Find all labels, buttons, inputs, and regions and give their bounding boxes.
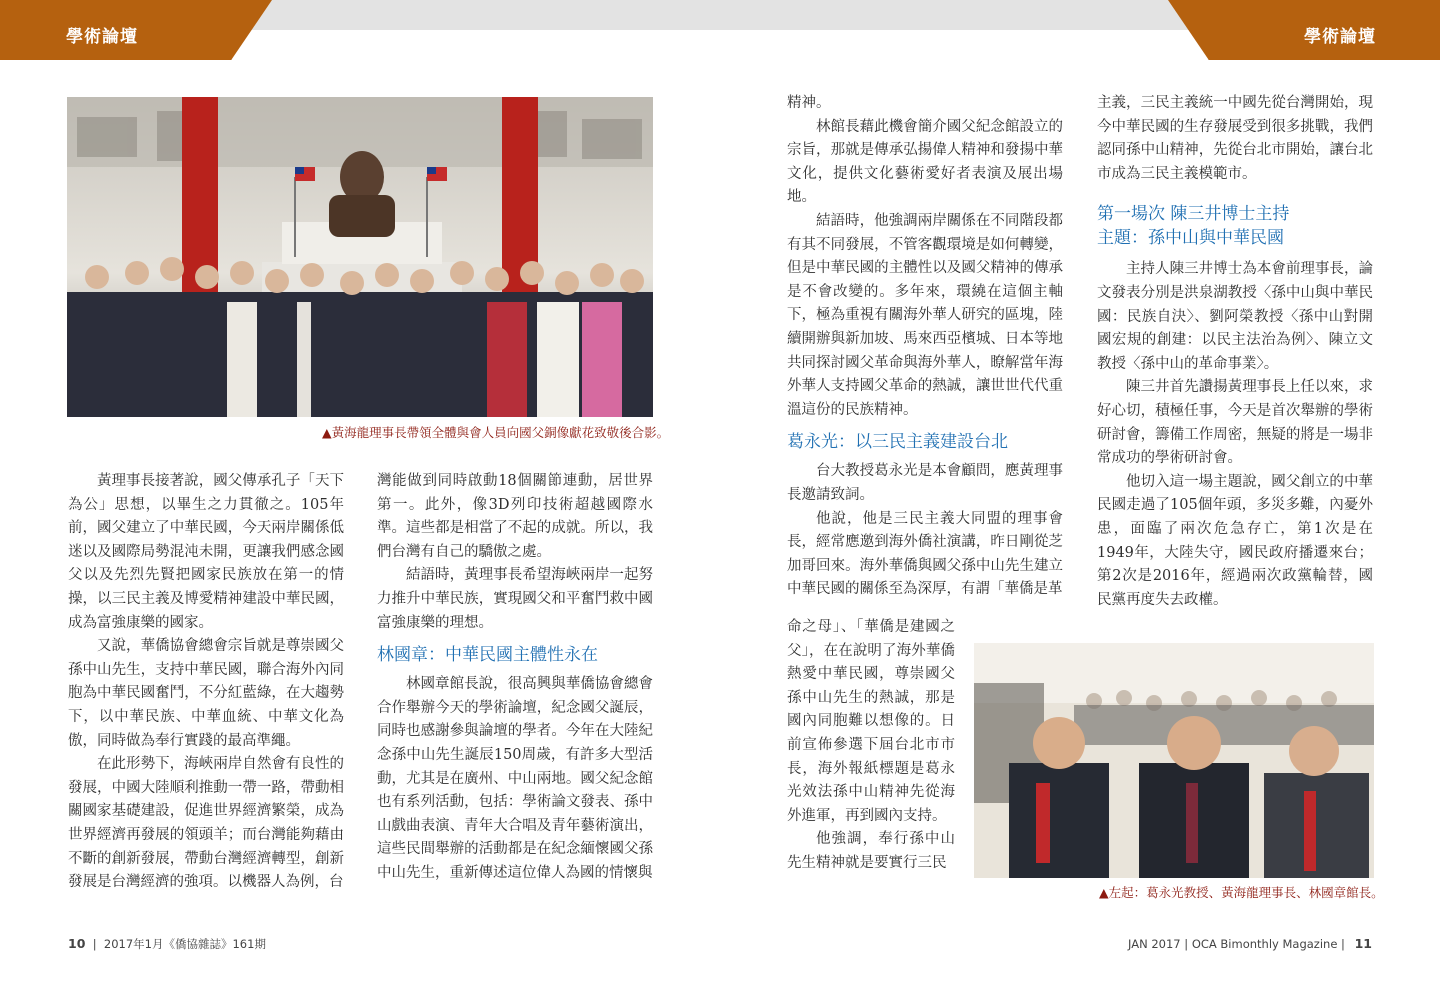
footer-left-text: 2017年1月《僑協雜誌》161期 — [103, 937, 266, 951]
paragraph: 在此形勢下，海峽兩岸自然會有良性的發展，中國大陸順利推動一帶一路，帶動相關國家基礎建設，促進世界經濟繁榮，成為世界經濟再發展的領頭羊；而台灣能夠藉由不斷的創新發展，帶動台灣經濟轉型，創新發展是台灣經濟的強項。以機器人為例，台 — [68, 756, 344, 891]
paragraph: 精神。 — [787, 95, 831, 111]
section-heading-first-session — [1097, 202, 1373, 250]
group-photo-illustration — [67, 97, 653, 417]
paragraph: 結語時，他強調兩岸關係在不同階段都有其不同發展，不管客觀環境是如何轉變，但是中華民國的主體性以及國父精神的傳承是不會改變的。多年來，環繞在這個主軸下，極為重視有關海外華人研究的區塊，陸續開辦與新加坡、馬來西亞檳城、日本等地共同探討國父革命與海外華人，瞭解當年海外華人支持國父革命的熱誠，讓世世代代重溫這份的民族精神。 — [787, 212, 1063, 418]
paragraph: 他切入這一場主題說，國父創立的中華民國走過了105個年頭，多災多難，內憂外患，面臨了兩次危急存亡，第1次是在1949年，大陸失守，國民政府播遷來台；第2次是2016年，經過兩次政黨輪替，國民黨再度失去政權。 — [1097, 473, 1373, 608]
speakers-photo — [974, 643, 1374, 878]
section-heading-lin-guozhang: 林國章：中華民國主體性永在 — [377, 645, 598, 666]
speakers-photo-illustration — [974, 643, 1374, 878]
right-page-column-4 — [1097, 92, 1373, 612]
right-page-column-3 — [787, 92, 1063, 602]
right-page-column-3-narrow — [787, 616, 955, 876]
group-photo — [67, 97, 653, 417]
paragraph: 主持人陳三井博士為本會前理事長，論文發表分別是洪泉湖教授〈孫中山與中華民國：民族自決〉、劉阿榮教授〈孫中山對開國宏規的創建：以民主法治為例〉、陳立文教授〈孫中山的革命事業〉。 — [1097, 261, 1373, 372]
paragraph: 他說，他是三民主義大同盟的理事會長，經常應邀到海外僑社演講，昨日剛從芝加哥回來。海外華僑與國父孫中山先生建立中華民國的關係至為深厚，有謂「華僑是革 — [787, 510, 1063, 598]
paragraph: 命之母」、「華僑是建國之父」，在在說明了海外華僑熱愛中華民國，尊崇國父孫中山先生的熱誠，那是國內同胞難以想像的。日前宣佈參選下屆台北市市長，海外報紙標題是葛永光效法孫中山精神先從海外進軍，再到國內支持。 — [787, 619, 955, 824]
section-title-right: 學術論壇 — [1304, 27, 1376, 47]
page-number-right: 11 — [1354, 936, 1372, 951]
paragraph: 台大教授葛永光是本會顧問，應黃理事長邀請致詞。 — [787, 463, 1063, 503]
speakers-photo-caption: ▲左起：葛永光教授、黃海龍理事長、林國章館長。 — [1099, 885, 1384, 900]
paragraph: 林館長藉此機會簡介國父紀念館設立的宗旨，那就是傳承弘揚偉人精神和發揚中華文化，提供文化藝術愛好者表演及展出場地。 — [787, 118, 1063, 206]
paragraph: 他強調，奉行孫中山先生精神就是要實行三民 — [787, 831, 955, 871]
paragraph: 又說，華僑協會總會宗旨就是尊崇國父孫中山先生，支持中華民國，聯合海外內同胞為中華民國奮鬥，不分紅藍綠，在大趨勢下，以中華民族、中華血統、中華文化為傲，同時做為奉行實踐的最高準繩。 — [68, 638, 344, 749]
left-page-column-1 — [68, 470, 344, 895]
section-heading-ge-yongguang: 葛永光：以三民主義建設台北 — [787, 432, 1008, 453]
paragraph: 林國章館長說，很高興與華僑協會總會合作舉辦今天的學術論壇，紀念國父誕辰，同時也感謝參與論壇的學者。今年在大陸紀念孫中山先生誕辰150周歲，有許多大型活動，尤其是在廣州、中山兩地。國父紀念館也有系列活動，包括：學術論文發表、孫中山戲曲表演、青年大合唱及青年藝術演出，這些民間舉辦的活動都是在紀念緬懷國父孫中山先生，重新傳述這位偉人為國的情懷與 — [377, 676, 653, 881]
section-title-left: 學術論壇 — [66, 27, 138, 47]
paragraph: 主義，三民主義統一中國先從台灣開始，現今中華民國的生存發展受到很多挑戰，我們認同孫中山精神，先從台北市開始，讓台北市成為三民主義模範市。 — [1097, 95, 1373, 182]
paragraph: 結語時，黃理事長希望海峽兩岸一起努力推升中華民族，實現國父和平奮鬥救中國富強康樂的理想。 — [377, 567, 653, 631]
footer-right-text: JAN 2017 | OCA Bimonthly Magazine | — [1128, 937, 1345, 951]
page-number-left: 10 — [68, 936, 86, 951]
left-page-column-2 — [377, 470, 653, 886]
paragraph: 陳三井首先讚揚黃理事長上任以來，求好心切，積極任事，今天是首次舉辦的學術研討會，籌備工作周密，無疑的將是一場非常成功的學術研討會。 — [1097, 379, 1373, 467]
header-center-strip — [232, 30, 1208, 60]
heading-line: 主題：孫中山與中華民國 — [1097, 228, 1284, 249]
paragraph: 灣能做到同時啟動18個關節連動，居世界第一。此外，像3D列印技術超越國際水準。這些都是相當了不起的成就。所以，我們台灣有自己的驕傲之處。 — [377, 473, 653, 560]
group-photo-caption: ▲黃海龍理事長帶領全體與會人員向國父銅像獻花致敬後合影。 — [322, 425, 670, 440]
paragraph: 黃理事長接著說，國父傳承孔子「天下為公」思想，以畢生之力貫徹之。105年前，國父建立了中華民國，今天兩岸關係低迷以及國際局勢混沌未開，更讓我們感念國父以及先烈先賢把國家民族放在第一的情操，以三民主義及博愛精神建設中華民國，成為富強康樂的國家。 — [68, 473, 344, 631]
footer-right — [1128, 936, 1372, 951]
heading-line: 第一場次 陳三井博士主持 — [1097, 204, 1290, 225]
footer-left — [68, 936, 266, 952]
footer-separator: | — [89, 937, 101, 951]
